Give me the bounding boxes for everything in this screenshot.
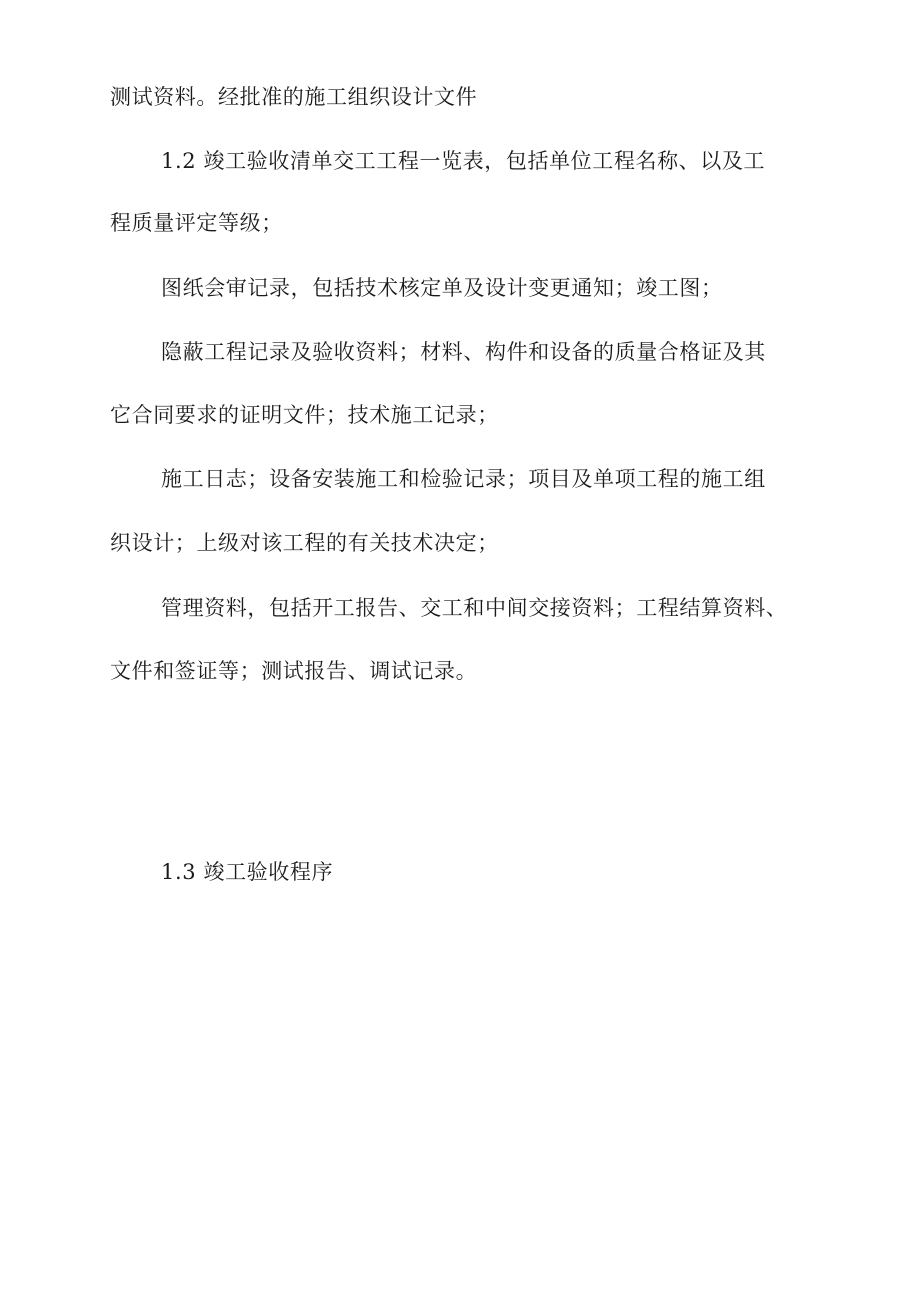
text-line-8: 织设计；上级对该工程的有关技术决定；: [110, 531, 499, 555]
text-line-7: 施工日志；设备安装施工和检验记录；项目及单项工程的施工组: [161, 467, 766, 491]
text-line-6: 它合同要求的证明文件；技术施工记录；: [110, 403, 499, 427]
section-heading: 1.3 竣工验收程序: [161, 860, 334, 884]
text-line-4: 图纸会审记录，包括技术核定单及设计变更通知；竣工图；: [161, 276, 723, 300]
text-line-3: 程质量评定等级；: [110, 211, 283, 235]
text-line-1: 测试资料。经批准的施工组织设计文件: [110, 85, 478, 109]
text-line-5: 隐蔽工程记录及验收资料；材料、构件和设备的质量合格证及其: [161, 340, 766, 364]
text-line-9: 管理资料，包括开工报告、交工和中间交接资料；工程结算资料、: [161, 596, 788, 620]
text-line-2: 1.2 竣工验收清单交工工程一览表，包括单位工程名称、以及工: [161, 149, 766, 173]
text-line-10: 文件和签证等；测试报告、调试记录。: [110, 659, 478, 683]
